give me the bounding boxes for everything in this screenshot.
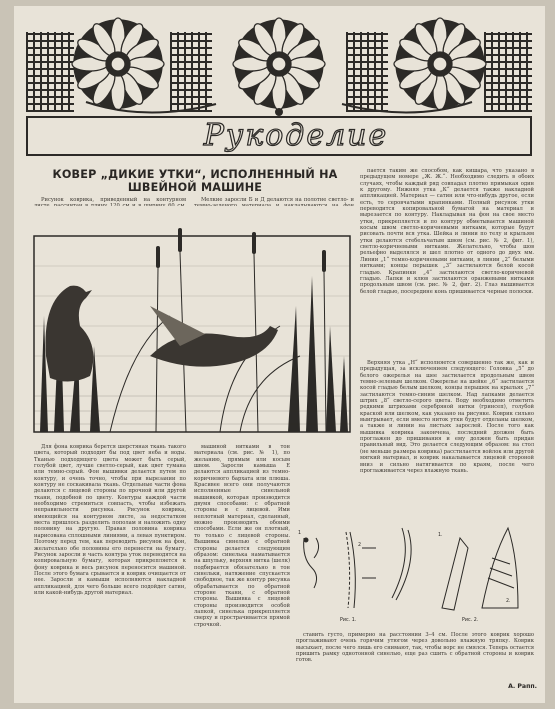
stitch-diagrams: [292, 518, 532, 618]
section-banner: Рукоделие: [203, 117, 389, 153]
column-2-top: [194, 197, 354, 205]
author-signature: А. Рапп.: [508, 683, 537, 690]
paragraph: Рисунок коврика, приведенный на контурном: [41, 197, 186, 203]
paragraph: Мелкие заросли Б и Д делаются на полотне светло- и: [201, 197, 354, 203]
header-ornament: [26, 10, 532, 160]
paragraph: пается таким же способом, как кишара, что указано в предыдущем номере „Ж. Ж.“. Необходимо следить в обоих случаях, чтобы каждый ряд совпадал плотно примыкая один к другому. Нижняя утка „К“ делается также накладной аппликацией. Материал — сатин или что-нибудь другое, если есть, то серовчатыми крапинками. Полный рисунок утки переводится копировальной бумагой на материал и вырезается по контуру. Накладывая на фон на свое место утки, прикрепляется и по контуру обметывается машиной косым швом светло-коричневыми нитками, которые будут рисовать почти вся утка. Шейка и линии по телу и крыльям утки делаются стебельчатым швом (см. рис. № 2, фиг. 1), светло-коричневыми нитками. Желательно, чтобы шов рельефно выделялся и шел плотно от одного до двух мм. Линии „1“ темно-коричневыми нитками, в линии „2“ белыми нитками; концы перышек „3“ застилаются белой косой гладью. Крапинки „4“ застилаются светло-коричневой гладью. Лапки и клюв застилаются оранжевыми нитками продольным швом (см. рис. № 2, фиг. 2). Глаз вышивается белой гладью, посередине конь пришивается черные полоски.: [360, 168, 534, 295]
figure-1-caption: Рис. 1.: [340, 618, 357, 623]
stitch-figures: [292, 518, 532, 628]
article-title: КОВЕР „ДИКИЕ УТКИ“, ИСПОЛНЕННЫЙ НА ШВЕЙНОЙ МАШИНЕ: [52, 168, 338, 194]
svg-text:1.: 1.: [438, 533, 443, 538]
flower-ornament-center: [231, 16, 327, 112]
column-3-top: [360, 168, 534, 358]
column-3-middle: [360, 360, 534, 512]
column-2: [194, 444, 290, 676]
paragraph: ставить густо, примерно на расстоянии 3–4 см. После этого коврик хорошо проглаживают очень горячим утюгом через довольно влажную тряпку. Коврик высыхает, после чего лишь его снимают, так, чтобы ворс не смялся. Теперь остается пришить рамку однотонной синелью, еще раз сшить с обратной стороны и коврик готов.: [296, 632, 534, 664]
paragraph: машиной нитками в тон материала (см. рис. № 1), по желанию, прямым или косым швом. Заросли камыша Е делаются аппликацией из темно-коричневого бархата или плюша. Красивее всего они получаются исполненные синельной вышивкой, которая производится двумя способами: с обратной стороны и с лицевой. Ими неплотный материал, сделанный, можно производить обоими способами. Если же он плотный, то только с лицевой стороны. Вышивка синелью с обратной стороны делается следующим образом: синелька наматывается на шпульку, верхняя нитка (шелк) подбирается обязательно в тон синельки, натяжение спускается свободное, так же контур рисунка обрабатывается по обратной стороне ткани, с обратной стороны. Вышивка с лицевой стороны производится особой лапкой, синелька прикрепляется сверху и прострачивается прямой строчкой.: [194, 444, 290, 628]
column-3-bottom: [296, 632, 534, 676]
flower-ornament-left: [70, 16, 166, 112]
column-1: [34, 444, 186, 676]
svg-text:2.: 2.: [506, 599, 511, 604]
svg-text:1: 1: [298, 531, 302, 536]
magazine-page: [14, 6, 545, 703]
flower-ornament-right: [392, 16, 488, 112]
ducks-illustration: [30, 206, 354, 438]
paragraph: Верхняя утка „Н“ исполняется совершенно так же, как и предыдущая, за исключением следующего: Головка „5“ до белого ожерелья на шее застилается продольным швом темно-зеленым шелком. Ожерелье на шейке „6“ застилается косой гладью белым шелком, концы перышек на крыльях „7“ застилаются темно-синим шелком. Над лапками делается штрих „8“ светло-серого цвета. Воду необходимо отметить редкими штрихами серебряной нитки (гринсеп), голубой краской или шелком, как указано на рисунке. Коврик сильно выигрывает, если вместо ниток утки будут отделаны шелком, а также и линии на листьях зарослей. После того как вышивка коврика закончена, последний должен быть проглажен до пришивания и ему должен быть придан правильный вид. Это делается следующим образом: на стол (не меньше размера коврика) расстилается войлок или другой мягкий материал, и коврик накалывается лицевой стороной вниз и сильно натягивается по краям, после чего проглаживается через влажную ткань.: [360, 360, 534, 474]
svg-text:2: 2: [358, 543, 362, 548]
figure-2-caption: Рис. 2.: [462, 618, 479, 623]
paragraph: Для фона коврика берется шерстяная ткань такого цвета, который подходит бы под цвет неба и воды. Тканью подходящего цвета может быть серый, голубой цвет, лучше светло-серый, как цвет тумана или темно-серый. Фон вышивки делается путем по контуру, и очень точно, чтобы при вырезании по контуру не соскакивала ткань. Отдельные части фона делаются с лицевой стороны по прочной или другой ткани, подобной по цвету. Контуры каждой части необходимо стремиться совпасть, чтобы избежать неправильности рисунка. Рисунок коврика, имеющийся на контурном листе, за недостатком места пришлось разделить пополам и наложить одну половину на другую. Правая половина коврика нарисована сплошными линиями, а левая пунктиром. Поэтому перед тем, как переводить рисунок на фон, желательно обе половины его перенести на бумагу. Рисунок заросли и часть контура уток переводятся на копировальную бумагу, которая прикрепляется к фону коврика и весь рисунок переносится машиной. После этого бумага срывается и коврик очищается от нее. Заросли и камыши исполняются накладной аппликацией, для чего больше всего подойдет сатин, или какой-нибудь другой материал.: [34, 444, 186, 596]
column-1-top: [34, 197, 186, 205]
